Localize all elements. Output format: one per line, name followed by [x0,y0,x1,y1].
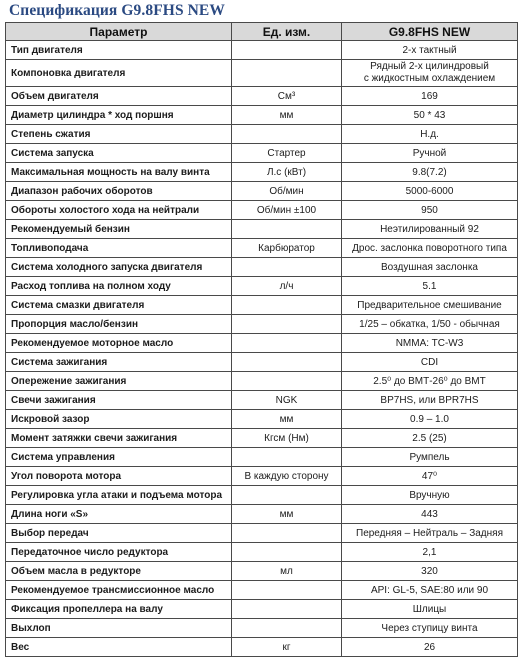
unit-cell [232,60,342,87]
value-cell: Передняя – Нейтраль – Задняя [342,524,518,543]
unit-cell [232,353,342,372]
value-cell: 5000-6000 [342,182,518,201]
unit-cell [232,619,342,638]
unit-cell [232,125,342,144]
param-cell: Система смазки двигателя [6,296,232,315]
value-cell: Предварительное смешивание [342,296,518,315]
value-cell: CDI [342,353,518,372]
param-cell: Угол поворота мотора [6,467,232,486]
value-cell: 47⁰ [342,467,518,486]
value-cell: Вручную [342,486,518,505]
value-cell: 2.5 (25) [342,429,518,448]
table-row [6,619,518,638]
value-cell: 169 [342,87,518,106]
param-cell: Рекомендуемое трансмиссионное масло [6,581,232,600]
unit-cell: мл [232,562,342,581]
value-cell: Неэтилированный 92 [342,220,518,239]
value-cell: 950 [342,201,518,220]
param-cell: Вес [6,638,232,657]
table-row [6,391,518,410]
param-cell: Рекомендуемое моторное масло [6,334,232,353]
unit-cell: Карбюратор [232,239,342,258]
unit-cell: NGK [232,391,342,410]
table-row [6,315,518,334]
table-row [6,372,518,391]
table-row [6,581,518,600]
param-cell: Рекомендуемый бензин [6,220,232,239]
param-cell: Фиксация пропеллера на валу [6,600,232,619]
unit-cell: Об/мин ±100 [232,201,342,220]
value-cell [342,60,518,87]
param-cell: Опережение зажигания [6,372,232,391]
table-row [6,277,518,296]
value-cell: NMMA: TC-W3 [342,334,518,353]
table-row [6,334,518,353]
param-cell: Выбор передач [6,524,232,543]
param-cell: Момент затяжки свечи зажигания [6,429,232,448]
param-cell: Расход топлива на полном ходу [6,277,232,296]
table-row [6,220,518,239]
table-row [6,125,518,144]
param-cell: Топливоподача [6,239,232,258]
table-row [6,201,518,220]
table-row [6,87,518,106]
spec-table-body [6,41,518,657]
unit-cell [232,41,342,60]
param-cell: Система зажигания [6,353,232,372]
param-cell: Передаточное число редуктора [6,543,232,562]
value-cell: 9.8(7.2) [342,163,518,182]
unit-cell: Кгсм (Нм) [232,429,342,448]
value-cell: 26 [342,638,518,657]
param-cell: Система запуска [6,144,232,163]
unit-cell: Об/мин [232,182,342,201]
param-cell: Диаметр цилиндра * ход поршня [6,106,232,125]
table-row [6,448,518,467]
table-row [6,543,518,562]
table-row [6,410,518,429]
column-header-unit: Ед. изм. [232,23,342,41]
param-cell: Свечи зажигания [6,391,232,410]
table-row [6,429,518,448]
table-row [6,296,518,315]
table-row [6,106,518,125]
unit-cell [232,258,342,277]
param-cell: Объем двигателя [6,87,232,106]
page-title: Спецификация G9.8FHS NEW [9,2,225,19]
param-cell: Степень сжатия [6,125,232,144]
value-line-2: с жидкостным охлаждением [363,73,496,84]
unit-cell: В каждую сторону [232,467,342,486]
unit-cell [232,334,342,353]
value-cell: Румпель [342,448,518,467]
value-cell: Дрос. заслонка поворотного типа [342,239,518,258]
unit-cell: кг [232,638,342,657]
unit-cell [232,581,342,600]
value-cell: 2,1 [342,543,518,562]
param-cell: Выхлоп [6,619,232,638]
table-row [6,467,518,486]
param-cell: Максимальная мощность на валу винта [6,163,232,182]
value-cell: 1/25 – обкатка, 1/50 - обычная [342,315,518,334]
unit-cell [232,486,342,505]
table-row [6,524,518,543]
value-cell: Шлицы [342,600,518,619]
value-cell: Ручной [342,144,518,163]
param-cell: Диапазон рабочих оборотов [6,182,232,201]
value-line-1: Рядный 2-х цилиндровый [370,61,489,72]
unit-cell: мм [232,106,342,125]
value-cell: 2.5⁰ до ВМТ-26⁰ до ВМТ [342,372,518,391]
table-row [6,60,518,87]
param-cell: Длина ноги «S» [6,505,232,524]
param-cell: Регулировка угла атаки и подъема мотора [6,486,232,505]
unit-cell [232,372,342,391]
table-row [6,239,518,258]
unit-cell: мм [232,410,342,429]
table-row [6,41,518,60]
table-row [6,144,518,163]
unit-cell [232,220,342,239]
param-cell: Обороты холостого хода на нейтрали [6,201,232,220]
value-cell: 5.1 [342,277,518,296]
param-cell: Искровой зазор [6,410,232,429]
value-cell: Н.д. [342,125,518,144]
value-cell: Через ступицу винта [342,619,518,638]
unit-cell [232,543,342,562]
table-row [6,486,518,505]
column-header-model: G9.8FHS NEW [342,23,518,41]
unit-cell [232,524,342,543]
unit-cell: Л.с (кВт) [232,163,342,182]
unit-cell: мм [232,505,342,524]
column-header-param: Параметр [6,23,232,41]
param-cell: Пропорция масло/бензин [6,315,232,334]
param-cell: Система холодного запуска двигателя [6,258,232,277]
unit-cell [232,315,342,334]
value-cell: 443 [342,505,518,524]
table-row [6,163,518,182]
param-cell: Объем масла в редукторе [6,562,232,581]
unit-cell [232,448,342,467]
spec-table [5,22,518,657]
value-cell: API: GL-5, SAE:80 или 90 [342,581,518,600]
value-cell: 2-х тактный [342,41,518,60]
param-cell: Система управления [6,448,232,467]
table-row [6,562,518,581]
unit-cell [232,296,342,315]
param-cell: Компоновка двигателя [6,60,232,87]
value-cell: BP7HS, или BPR7HS [342,391,518,410]
table-header-row [6,23,518,41]
value-cell: Воздушная заслонка [342,258,518,277]
table-row [6,505,518,524]
value-cell: 320 [342,562,518,581]
table-row [6,638,518,657]
table-row [6,353,518,372]
unit-cell: См³ [232,87,342,106]
table-row [6,182,518,201]
unit-cell: Стартер [232,144,342,163]
table-row [6,600,518,619]
value-cell: 0.9 – 1.0 [342,410,518,429]
unit-cell [232,600,342,619]
table-row [6,258,518,277]
param-cell: Тип двигателя [6,41,232,60]
value-cell: 50 * 43 [342,106,518,125]
unit-cell: л/ч [232,277,342,296]
